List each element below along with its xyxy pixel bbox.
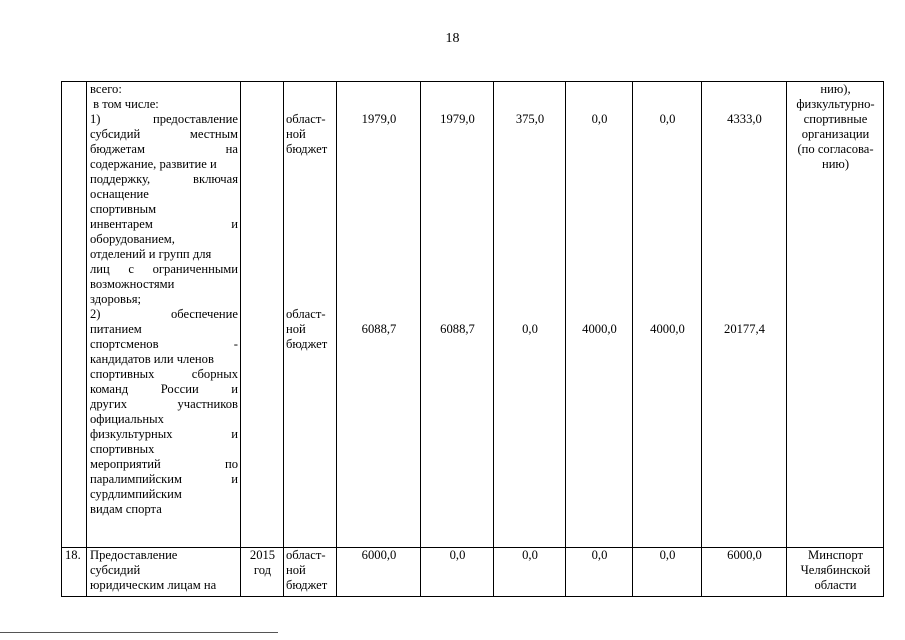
footnote-separator xyxy=(0,632,278,633)
desc-line: 2) обеспечение xyxy=(90,307,238,321)
value: 6088,7 xyxy=(440,322,475,336)
value-cell-2016: 0,0 xyxy=(494,548,566,597)
value-cell-sum: 6000,0 xyxy=(702,548,787,597)
value: 20177,4 xyxy=(724,322,765,336)
desc-line: официальных xyxy=(90,412,164,426)
description-cell xyxy=(87,82,241,548)
table-row-continued xyxy=(62,82,884,548)
desc-line: спортсменов - xyxy=(90,337,238,351)
source-line: бюджет xyxy=(286,578,328,592)
value-cell-total xyxy=(337,82,421,548)
value-cell-2018: 0,0 xyxy=(633,548,702,597)
value: 4333,0 xyxy=(727,112,762,126)
desc-line: питанием xyxy=(90,322,142,336)
desc-line: сурдлимпийским xyxy=(90,487,182,501)
value-cell-sum xyxy=(702,82,787,548)
executor-cell xyxy=(787,548,884,597)
value: 375,0 xyxy=(515,112,545,126)
item2-description xyxy=(90,307,238,517)
executor-line: нию) xyxy=(821,157,850,171)
value-cell-total: 6000,0 xyxy=(337,548,421,597)
executor-cell xyxy=(787,82,884,548)
desc-line: других участников xyxy=(90,397,238,411)
row-number-cell: 18. xyxy=(62,548,87,597)
executor-line: спортивные xyxy=(803,112,868,126)
desc-line: в том числе: xyxy=(90,97,159,111)
executor-line: организации xyxy=(801,127,870,141)
desc-line: содержание, развитие и xyxy=(90,157,217,171)
desc-line: лиц с ограниченными xyxy=(90,262,238,276)
period-cell xyxy=(241,548,284,597)
value: 0,0 xyxy=(591,112,608,126)
desc-line: отделений и групп для xyxy=(90,247,212,261)
value: 6088,7 xyxy=(361,322,397,336)
source-line: ной xyxy=(286,322,306,336)
desc-line: субсидий местным xyxy=(90,127,238,141)
value: 4000,0 xyxy=(650,322,685,336)
desc-line: Предоставление xyxy=(90,548,178,562)
item1-description xyxy=(90,112,238,307)
value-cell-2018 xyxy=(633,82,702,548)
value-cell-2015: 0,0 xyxy=(421,548,494,597)
desc-line: оснащение xyxy=(90,187,149,201)
value-cell-2016 xyxy=(494,82,566,548)
desc-line: юридическим лицам на xyxy=(90,578,217,592)
value: 1979,0 xyxy=(361,112,397,126)
executor-line: (по согласова- xyxy=(797,142,874,156)
desc-line: здоровья; xyxy=(90,292,142,306)
executor-line: области xyxy=(814,578,857,592)
desc-line: спортивных сборных xyxy=(90,367,238,381)
period-cell xyxy=(241,82,284,548)
executor-line: Челябинской xyxy=(800,563,871,577)
desc-line: команд России и xyxy=(90,382,238,396)
value-cell-2017: 0,0 xyxy=(566,548,633,597)
executor-line: Минспорт xyxy=(808,548,863,562)
source-line: област- xyxy=(286,548,326,562)
desc-line: оборудованием, xyxy=(90,232,175,246)
desc-line: спортивных xyxy=(90,442,155,456)
desc-line: инвентарем и xyxy=(90,217,238,231)
period-line: 2015 xyxy=(249,548,276,562)
desc-line: спортивным xyxy=(90,202,157,216)
value: 0,0 xyxy=(659,112,676,126)
source-line: област- xyxy=(286,307,326,321)
value: 1979,0 xyxy=(440,112,475,126)
desc-line: 1) предоставление xyxy=(90,112,238,126)
desc-line: поддержку, включая xyxy=(90,172,238,186)
value-cell-2017 xyxy=(566,82,633,548)
value: 0,0 xyxy=(522,322,538,336)
desc-line: кандидатов или членов xyxy=(90,352,214,366)
executor-line: физкультурно- xyxy=(796,97,875,111)
desc-line: мероприятий по xyxy=(90,457,238,471)
table-row-18 xyxy=(62,548,884,597)
source-line: бюджет xyxy=(286,142,328,156)
executor-line: нию), xyxy=(820,82,851,96)
desc-line: бюджетам на xyxy=(90,142,238,156)
row-number-cell xyxy=(62,82,87,548)
desc-line: возможностями xyxy=(90,277,175,291)
source-line: бюджет xyxy=(286,337,328,351)
value: 4000,0 xyxy=(582,322,617,336)
source-line: ной xyxy=(286,127,306,141)
description-cell xyxy=(87,548,241,597)
desc-line: физкультурных и xyxy=(90,427,238,441)
desc-line: всего: xyxy=(90,82,122,96)
desc-line: паралимпийским и xyxy=(90,472,238,486)
source-cell xyxy=(284,548,337,597)
source-cell xyxy=(284,82,337,548)
desc-line: видам спорта xyxy=(90,502,162,516)
page-number: 18 xyxy=(445,31,460,46)
program-table xyxy=(61,81,884,597)
desc-line: субсидий xyxy=(90,563,141,577)
source-line: ной xyxy=(286,563,306,577)
value-cell-2015 xyxy=(421,82,494,548)
period-line: год xyxy=(253,563,272,577)
source-line: област- xyxy=(286,112,326,126)
